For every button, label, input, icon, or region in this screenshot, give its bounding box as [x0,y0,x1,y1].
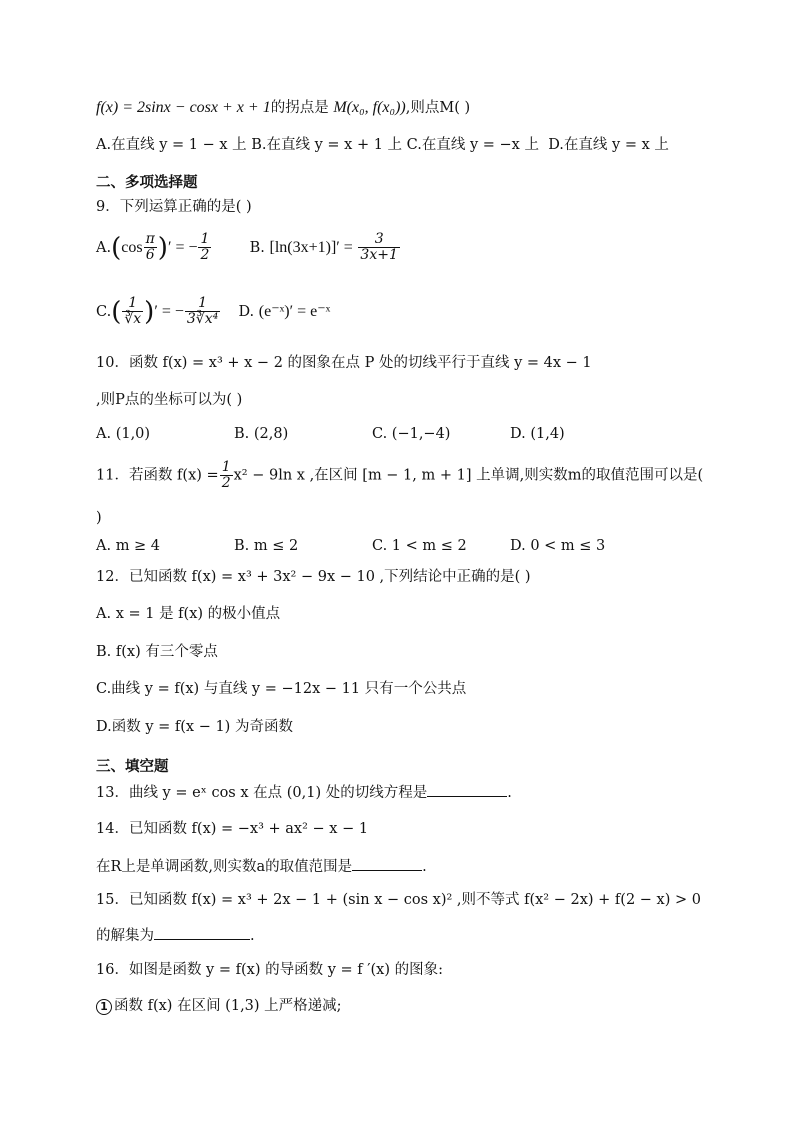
q11-option-b[interactable]: B. m ≤ 2 [234,538,299,554]
q10-stem: 10．函数 f(x) = x³ + x − 2 的图象在点 P 处的切线平行于直线 y = 4x − 1 [96,355,592,371]
q8-options [96,135,734,155]
q9-c-den: ∛x [124,311,142,327]
q9-a-den: 6 [145,247,155,263]
q13-stem [96,782,734,803]
q11-options [96,536,734,556]
q10-stem-cont: ,则P点的坐标可以为( ) [96,392,243,408]
q13-text: 13．曲线 y = eˣ cos x 在点 (0,1) 处的切线方程是 [96,785,428,801]
q12-option-b[interactable]: B. f(x) 有三个零点 [96,644,218,660]
q9-a-eq: ′ = − [167,238,198,256]
q9-b-left: [ln(3x+1)]′ = [269,238,353,256]
q15-stem: 15．已知函数 f(x) = x³ + 2x − 1 + (sin x − cos x)² ,则不等式 f(x² − 2x) + f(2 − x) > 0 [96,892,701,908]
q9-c-rden: 3∛x⁴ [186,311,219,327]
q15-answer-blank[interactable] [154,925,250,940]
q9-d-label: D. [238,303,255,320]
q9-row-cd [96,296,734,338]
q9-a-cos: cos [121,238,143,256]
q9-c-num: 1 [122,296,143,312]
q9-a-rden: 2 [200,247,210,263]
q9-c-rfrac [185,296,220,327]
q14-answer-blank[interactable] [352,856,422,871]
q11-option-a[interactable]: A. m ≥ 4 [96,538,161,554]
q14-end: . [422,859,427,875]
q8-option-b[interactable]: B.在直线 y = x + 1 上 [251,137,403,153]
q9-c-eq: ′ = − [154,302,184,320]
q11-stem-cont: ) [96,510,102,526]
q8-option-c[interactable]: C.在直线 y = −x 上 [406,137,539,153]
q13-answer-blank[interactable] [427,782,507,797]
q9-stem: 9．下列运算正确的是( ) [96,199,252,215]
q8-option-a[interactable]: A.在直线 y = 1 − x 上 [96,137,247,153]
q9-a-frac [144,232,157,263]
q11-frac-den: 2 [221,475,231,491]
q10-option-d[interactable]: D. (1,4) [510,426,565,442]
q9-b-rfrac [358,232,399,263]
q8-function: f(x) = 2sinx − cosx + x + 1 [96,99,271,116]
q11-frac-num: 1 [221,459,231,475]
q11-option-c[interactable]: C. 1 < m ≤ 2 [372,538,467,554]
q9-a-rnum: 1 [200,231,210,247]
circled-number-icon: 1 [96,999,112,1015]
q11-frac [220,460,233,491]
q10-option-c[interactable]: C. (−1,−4) [372,426,451,442]
q9-option-d[interactable] [238,304,330,320]
q8-stem-mid: 的拐点是 [270,100,329,116]
q15-end: . [250,928,255,944]
q12-option-d[interactable]: D.函数 y = f(x − 1) 为奇函数 [96,719,293,735]
q8-point: M(x₀, f(x₀)) [333,99,406,116]
q14-stem-cont [96,856,734,877]
q9-c-frac [122,296,143,327]
q9-c-rnum: 1 [185,296,220,312]
q12-option-c[interactable]: C.曲线 y = f(x) 与直线 y = −12x − 11 只有一个公共点 [96,681,467,697]
q9-a-num: π [145,231,155,247]
q9-option-a[interactable]: A.(cos $\frac{\pi}{6}$ )′ = − $\frac{1}{2}$ [96,231,210,263]
q16-stem: 16．如图是函数 y = f(x) 的导函数 y = f ′(x) 的图象: [96,962,444,978]
q14-stem: 14．已知函数 f(x) = −x³ + ax² − x − 1 [96,821,369,837]
q15-text: 的解集为 [96,928,154,944]
section-heading-fill-in: 三、填空题 [96,759,169,775]
q9-b-rnum: 3 [358,232,399,248]
q8-stem-post: ,则点M( ) [405,100,471,116]
q12-option-a[interactable]: A. x = 1 是 f(x) 的极小值点 [96,606,281,622]
q10-option-a[interactable]: A. (1,0) [96,426,151,442]
section-heading-multiple-choice: 二、多项选择题 [96,175,198,191]
q16-item-1 [96,996,734,1016]
q13-end: . [507,785,512,801]
q16-item-1-text: 函数 f(x) 在区间 (1,3) 上严格递减; [114,998,342,1014]
q9-row-ab [96,232,734,274]
q9-option-c[interactable]: C.( $\frac{1}{∛x}$ )′ = − $\frac{1}{\text{3∛x⁴}}$ [96,295,219,327]
q10-options [96,424,734,444]
q10-option-b[interactable]: B. (2,8) [234,426,289,442]
q14-text: 在R上是单调函数,则实数a的取值范围是 [96,859,353,875]
q9-option-b[interactable] [249,231,401,263]
q9-a-label: A. [96,239,112,256]
q9-c-label: C. [96,303,112,320]
q11-option-d[interactable]: D. 0 < m ≤ 3 [510,538,606,554]
q12-stem: 12．已知函数 f(x) = x³ + 3x² − 9x − 10 ,下列结论中正确的是( ) [96,569,531,585]
q9-b-rden: 3x+1 [360,247,398,263]
q8-stem [96,98,734,118]
q15-stem-cont [96,925,734,946]
q8-option-d[interactable]: D.在直线 y = x 上 [548,137,669,153]
q9-b-label: B. [249,239,265,256]
q11-stem [96,460,734,496]
q11-stem-post: x² − 9ln x ,在区间 [m − 1, m + 1] 上单调,则实数m的取值范围可以是( [233,467,704,484]
q11-stem-pre: 11．若函数 f(x) = [96,467,219,484]
q9-a-rfrac [198,232,211,263]
q9-d-expr: (e⁻ˣ)′ = e⁻ˣ [258,302,331,320]
